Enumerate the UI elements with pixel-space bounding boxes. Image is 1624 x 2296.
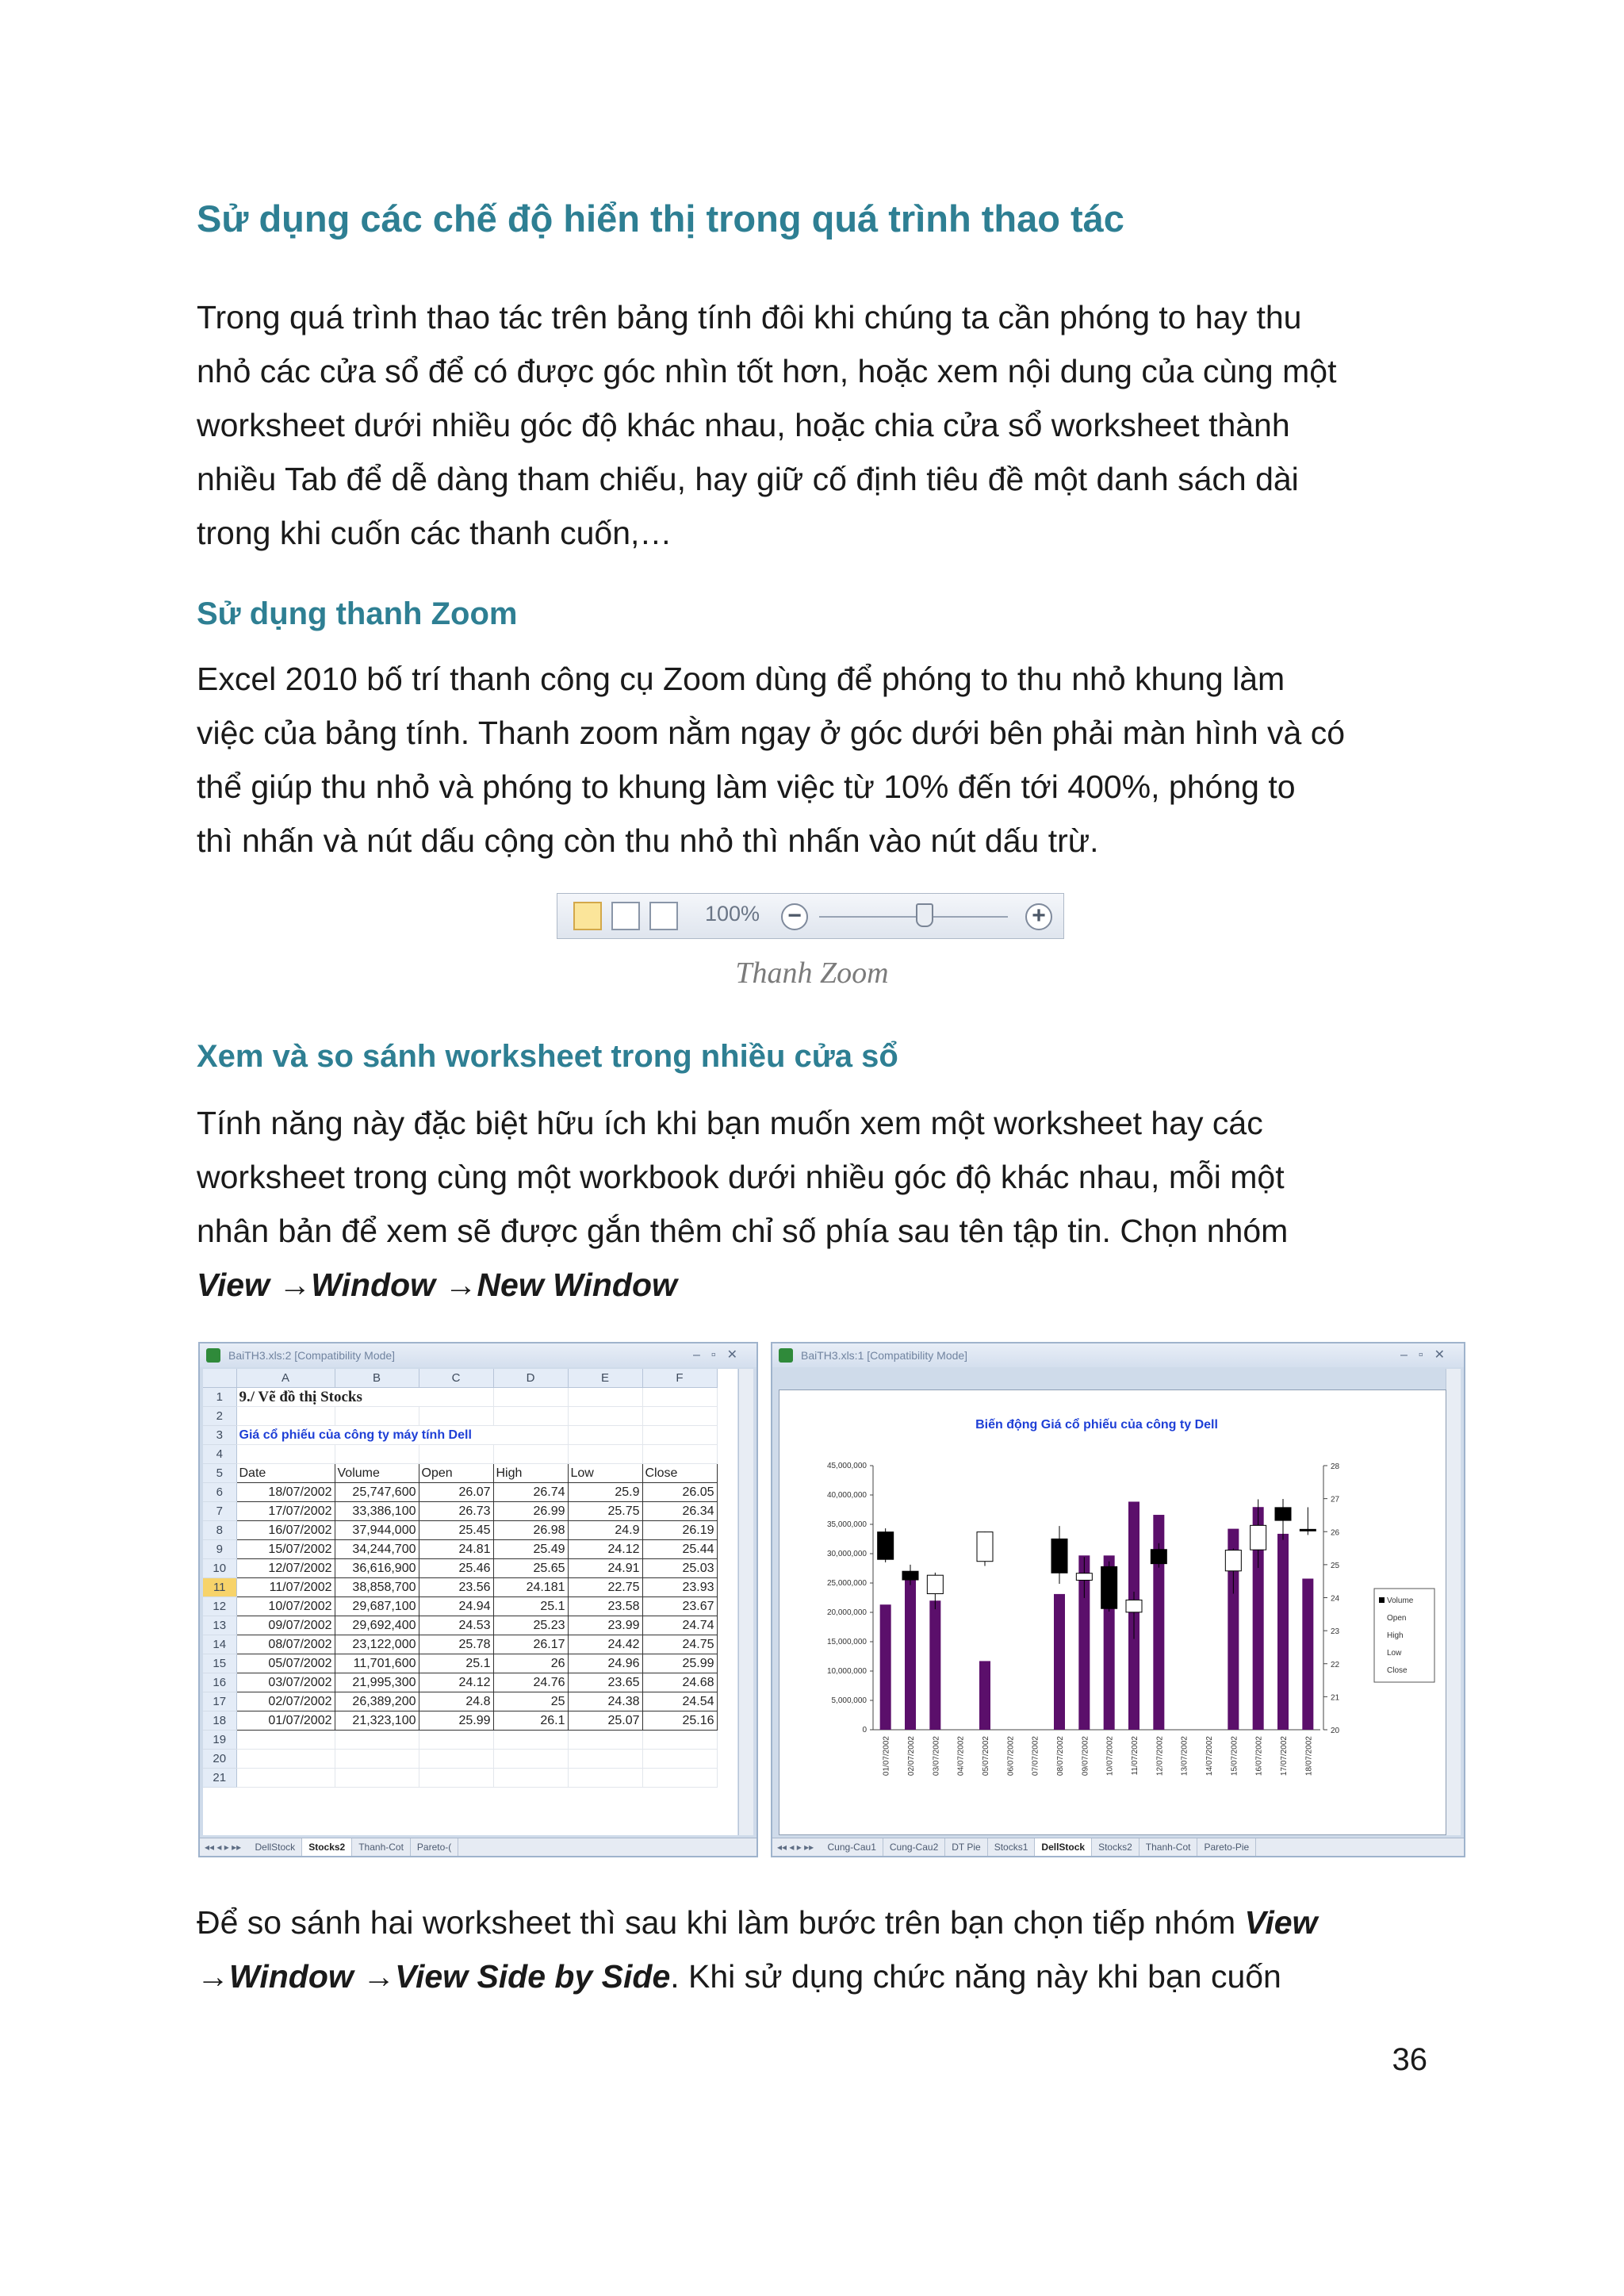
table-cell[interactable]: 02/07/2002: [236, 1692, 335, 1711]
row-header[interactable]: 20: [203, 1750, 236, 1769]
x-tick-label: 10/07/2002: [1105, 1736, 1115, 1777]
table-cell[interactable]: 12/07/2002: [236, 1559, 335, 1578]
row-header[interactable]: 15: [203, 1654, 236, 1673]
legend-swatch: [1379, 1597, 1385, 1603]
zoom-out-icon[interactable]: −: [781, 903, 808, 930]
table-cell[interactable]: 16/07/2002: [236, 1521, 335, 1540]
y-tick-label: 25,000,000: [826, 1579, 867, 1588]
sheet-subtitle-cell[interactable]: Giá cổ phiếu của công ty máy tính Dell: [236, 1426, 568, 1445]
table-cell[interactable]: 03/07/2002: [236, 1673, 335, 1692]
window-controls[interactable]: –▫✕: [1400, 1348, 1456, 1362]
candle-body: [878, 1532, 894, 1560]
section-heading: Sử dụng các chế độ hiển thị trong quá trình thao tác: [197, 197, 1124, 240]
table-cell[interactable]: 26.1: [493, 1711, 568, 1731]
row-header[interactable]: 10: [203, 1559, 236, 1578]
legend-item: Close: [1387, 1666, 1408, 1675]
table-row: [203, 1692, 717, 1711]
menu-path-part: View: [1244, 1904, 1318, 1941]
x-tick-label: 05/07/2002: [982, 1736, 990, 1777]
stock-chart[interactable]: [779, 1389, 1446, 1835]
table-cell[interactable]: 25,747,600: [335, 1483, 419, 1502]
column-header-row: [203, 1369, 717, 1388]
row-header[interactable]: 18: [203, 1711, 236, 1731]
table-cell[interactable]: 11/07/2002: [236, 1578, 335, 1597]
normal-view-icon[interactable]: [573, 902, 602, 930]
text-line: trong khi cuốn các thanh cuốn,…: [197, 515, 672, 551]
table-cell[interactable]: 23,122,000: [335, 1635, 419, 1654]
y-tick-label: 40,000,000: [826, 1491, 867, 1500]
candle-body: [1126, 1600, 1142, 1612]
table-cell[interactable]: 38,858,700: [335, 1578, 419, 1597]
vertical-scrollbar[interactable]: [1446, 1369, 1461, 1835]
table-row: [203, 1711, 717, 1731]
row-header[interactable]: 12: [203, 1597, 236, 1616]
vertical-scrollbar[interactable]: [738, 1369, 753, 1835]
column-header[interactable]: B: [335, 1369, 419, 1388]
row-header[interactable]: 17: [203, 1692, 236, 1711]
zoom-slider-thumb[interactable]: [916, 903, 933, 927]
window-heading: Xem và so sánh worksheet trong nhiều cửa sổ: [197, 1039, 898, 1074]
figure-caption: Thanh Zoom: [735, 956, 889, 990]
table-cell[interactable]: 18/07/2002: [236, 1483, 335, 1502]
table-row: [203, 1483, 717, 1502]
volume-bar: [929, 1600, 940, 1730]
x-tick-label: 06/07/2002: [1006, 1736, 1016, 1777]
row-header[interactable]: 6: [203, 1483, 236, 1502]
table-cell[interactable]: 15/07/2002: [236, 1540, 335, 1559]
table-cell[interactable]: 36,616,900: [335, 1559, 419, 1578]
row-header[interactable]: 19: [203, 1731, 236, 1750]
y2-tick-label: 27: [1331, 1495, 1340, 1504]
table-cell[interactable]: 25.49: [493, 1540, 568, 1559]
text-line: thì nhấn và nút dấu cộng còn thu nhỏ thì nhấn vào nút dấu trừ.: [197, 822, 1099, 859]
sheet-tab[interactable]: Stocks2: [1092, 1838, 1139, 1856]
y-tick-label: 20,000,000: [826, 1608, 867, 1617]
select-all-corner[interactable]: [203, 1369, 236, 1388]
menu-path-part: →Window →View Side by Side: [197, 1958, 671, 1995]
row-header[interactable]: 8: [203, 1521, 236, 1540]
row-header[interactable]: 3: [203, 1426, 236, 1445]
column-header[interactable]: F: [642, 1369, 717, 1388]
table-cell[interactable]: 25.1: [493, 1597, 568, 1616]
zoom-in-icon[interactable]: +: [1025, 903, 1052, 930]
text-line: worksheet dưới nhiều góc độ khác nhau, hoặc chia cửa sổ worksheet thành: [197, 407, 1290, 443]
column-header[interactable]: C: [419, 1369, 493, 1388]
window-title: BaiTH3.xls:1 [Compatibility Mode]: [801, 1349, 968, 1362]
text-line: [197, 1895, 1434, 1949]
volume-bar: [1302, 1578, 1313, 1730]
x-tick-label: 14/07/2002: [1205, 1736, 1214, 1777]
row-header[interactable]: 9: [203, 1540, 236, 1559]
table-cell[interactable]: 26.98: [493, 1521, 568, 1540]
sheet-tab[interactable]: Stocks1: [988, 1838, 1036, 1856]
table-cell[interactable]: 25.03: [642, 1559, 717, 1578]
zoom-toolbar: [557, 893, 1064, 939]
page-layout-icon[interactable]: [611, 902, 640, 930]
y2-tick-label: 26: [1331, 1528, 1340, 1538]
table-cell[interactable]: 26.07: [419, 1483, 493, 1502]
x-tick-label: 01/07/2002: [882, 1736, 891, 1777]
table-row: [203, 1654, 717, 1673]
y-tick-label: 45,000,000: [826, 1462, 867, 1470]
y2-tick-label: 25: [1331, 1561, 1340, 1570]
x-tick-label: 13/07/2002: [1180, 1736, 1189, 1777]
y-tick-label: 5,000,000: [831, 1696, 867, 1705]
table-cell[interactable]: 23.99: [568, 1616, 642, 1635]
candle-body: [1251, 1525, 1266, 1550]
sheet-tab[interactable]: DT Pie: [945, 1838, 987, 1856]
y2-tick-label: 21: [1331, 1693, 1340, 1703]
zoom-paragraph: [197, 652, 1434, 868]
table-cell[interactable]: 26: [493, 1654, 568, 1673]
x-tick-label: 17/07/2002: [1280, 1736, 1289, 1777]
column-header[interactable]: E: [568, 1369, 642, 1388]
table-cell[interactable]: 33,386,100: [335, 1502, 419, 1521]
table-cell[interactable]: 24.68: [642, 1673, 717, 1692]
candle-body: [1101, 1566, 1117, 1608]
table-cell[interactable]: 23.58: [568, 1597, 642, 1616]
table-cell[interactable]: 24.8: [419, 1692, 493, 1711]
y2-tick-label: 23: [1331, 1627, 1340, 1637]
text-line: nhiều Tab để dễ dàng tham chiếu, hay giữ cố định tiêu đề một danh sách dài: [197, 461, 1299, 497]
x-tick-label: 12/07/2002: [1155, 1736, 1165, 1777]
table-cell[interactable]: 24.54: [642, 1692, 717, 1711]
x-tick-label: 09/07/2002: [1081, 1736, 1090, 1777]
table-cell[interactable]: 24.12: [419, 1673, 493, 1692]
sheet-tab[interactable]: Thanh-Cot: [352, 1838, 411, 1856]
table-cell[interactable]: 25.46: [419, 1559, 493, 1578]
text-line: Excel 2010 bố trí thanh công cụ Zoom dùng để phóng to thu nhỏ khung làm: [197, 661, 1285, 697]
sheet-tab[interactable]: Thanh-Cot: [1139, 1838, 1198, 1856]
candle-body: [977, 1532, 993, 1562]
table-cell[interactable]: 34,244,700: [335, 1540, 419, 1559]
y2-tick-label: 22: [1331, 1660, 1340, 1669]
table-cell[interactable]: 24.96: [568, 1654, 642, 1673]
text-span: . Khi sử dụng chức năng này khi bạn cuốn: [670, 1958, 1281, 1995]
candle-body: [1225, 1550, 1241, 1571]
table-cell[interactable]: 26.05: [642, 1483, 717, 1502]
worksheet-grid[interactable]: [203, 1369, 737, 1835]
table-cell[interactable]: 11,701,600: [335, 1654, 419, 1673]
table-cell[interactable]: 08/07/2002: [236, 1635, 335, 1654]
volume-bar: [905, 1575, 916, 1730]
x-tick-label: 18/07/2002: [1304, 1736, 1314, 1777]
row-header[interactable]: 14: [203, 1635, 236, 1654]
table-row: [203, 1502, 717, 1521]
page-number: 36: [1392, 2042, 1427, 2077]
table-header-cell[interactable]: High: [493, 1464, 568, 1483]
table-cell[interactable]: 23.65: [568, 1673, 642, 1692]
table-cell[interactable]: 21,323,100: [335, 1711, 419, 1731]
table-row: [203, 1559, 717, 1578]
zoom-heading: Sử dụng thanh Zoom: [197, 596, 518, 631]
table-cell[interactable]: 26.73: [419, 1502, 493, 1521]
legend-item: Volume: [1387, 1596, 1414, 1605]
text-line: nhân bản để xem sẽ được gắn thêm chỉ số phía sau tên tập tin. Chọn nhóm: [197, 1213, 1289, 1249]
table-cell[interactable]: 29,687,100: [335, 1597, 419, 1616]
row-header[interactable]: 21: [203, 1769, 236, 1788]
row-header[interactable]: 7: [203, 1502, 236, 1521]
table-cell[interactable]: 24.94: [419, 1597, 493, 1616]
y-tick-label: 10,000,000: [826, 1667, 867, 1676]
text-line: nhỏ các cửa sổ để có được góc nhìn tốt hơn, hoặc xem nội dung của cùng một: [197, 353, 1337, 389]
excel-window-left: [198, 1342, 758, 1857]
compare-paragraph: [197, 1895, 1434, 2003]
candle-body: [1151, 1550, 1166, 1564]
x-tick-label: 03/07/2002: [932, 1736, 941, 1777]
row-header[interactable]: 4: [203, 1445, 236, 1464]
table-header-cell[interactable]: Volume: [335, 1464, 419, 1483]
table-cell[interactable]: 26.17: [493, 1635, 568, 1654]
volume-bar: [979, 1661, 990, 1730]
zoom-slider-track[interactable]: [819, 916, 1008, 918]
candle-body: [1300, 1529, 1316, 1531]
y2-tick-label: 20: [1331, 1727, 1340, 1735]
x-tick-label: 08/07/2002: [1056, 1736, 1065, 1777]
column-header[interactable]: D: [493, 1369, 568, 1388]
table-cell[interactable]: 25.78: [419, 1635, 493, 1654]
table-cell[interactable]: 25.65: [493, 1559, 568, 1578]
table-cell[interactable]: 37,944,000: [335, 1521, 419, 1540]
table-cell[interactable]: 26.34: [642, 1502, 717, 1521]
row-header[interactable]: 5: [203, 1464, 236, 1483]
table-cell[interactable]: 25.16: [642, 1711, 717, 1731]
table-cell[interactable]: 21,995,300: [335, 1673, 419, 1692]
table-cell[interactable]: 24.81: [419, 1540, 493, 1559]
table-cell[interactable]: 25.07: [568, 1711, 642, 1731]
table-cell[interactable]: 23.67: [642, 1597, 717, 1616]
sheet-tab[interactable]: Cung-Cau1: [822, 1838, 883, 1856]
table-cell[interactable]: 26.74: [493, 1483, 568, 1502]
table-cell[interactable]: 01/07/2002: [236, 1711, 335, 1731]
row-header[interactable]: 16: [203, 1673, 236, 1692]
window-title: BaiTH3.xls:2 [Compatibility Mode]: [228, 1349, 396, 1362]
table-header-cell[interactable]: Open: [419, 1464, 493, 1483]
y-tick-label: 0: [862, 1726, 867, 1734]
row-header[interactable]: 13: [203, 1616, 236, 1635]
sheet-tab[interactable]: DellStock: [1035, 1838, 1092, 1856]
table-cell[interactable]: 24.42: [568, 1635, 642, 1654]
legend-item: High: [1387, 1631, 1404, 1640]
table-row: [203, 1578, 717, 1597]
text-line: Tính năng này đặc biệt hữu ích khi bạn muốn xem một worksheet hay các: [197, 1105, 1263, 1141]
page-break-preview-icon[interactable]: [649, 902, 678, 930]
x-tick-label: 16/07/2002: [1254, 1736, 1264, 1777]
y-tick-label: 30,000,000: [826, 1550, 867, 1558]
y2-tick-label: 24: [1331, 1594, 1340, 1604]
x-tick-label: 07/07/2002: [1031, 1736, 1040, 1777]
window-titlebar: [772, 1343, 1464, 1367]
table-cell[interactable]: 10/07/2002: [236, 1597, 335, 1616]
excel-icon: [779, 1348, 793, 1363]
table-cell[interactable]: 24.74: [642, 1616, 717, 1635]
window-controls[interactable]: –▫✕: [693, 1348, 749, 1362]
menu-path: View →Window →New Window: [197, 1267, 677, 1303]
column-header[interactable]: A: [236, 1369, 335, 1388]
y-tick-label: 15,000,000: [826, 1638, 867, 1646]
sheet-tab[interactable]: Pareto-Pie: [1197, 1838, 1256, 1856]
intro-paragraph: [197, 290, 1434, 560]
x-tick-label: 04/07/2002: [956, 1736, 966, 1777]
legend-item: Open: [1387, 1614, 1407, 1623]
tab-nav-arrows[interactable]: ◂◂ ◂ ▸ ▸▸: [205, 1842, 242, 1853]
volume-bar: [1277, 1534, 1289, 1730]
table-cell[interactable]: 25.44: [642, 1540, 717, 1559]
y2-tick-label: 28: [1331, 1462, 1340, 1471]
sheet-tab[interactable]: Stocks2: [302, 1838, 352, 1856]
sheet-tab[interactable]: DellStock: [249, 1838, 303, 1856]
tab-nav-arrows[interactable]: ◂◂ ◂ ▸ ▸▸: [777, 1842, 814, 1853]
table-cell[interactable]: 17/07/2002: [236, 1502, 335, 1521]
table-cell[interactable]: 25.9: [568, 1483, 642, 1502]
table-cell[interactable]: 24.9: [568, 1521, 642, 1540]
table-cell[interactable]: 23.56: [419, 1578, 493, 1597]
table-cell[interactable]: 24.181: [493, 1578, 568, 1597]
table-cell[interactable]: 25.45: [419, 1521, 493, 1540]
table-header-cell[interactable]: Low: [568, 1464, 642, 1483]
table-header-cell[interactable]: Date: [236, 1464, 335, 1483]
row-header[interactable]: 1: [203, 1388, 236, 1407]
candle-body: [1275, 1508, 1291, 1520]
table-header-cell[interactable]: Close: [642, 1464, 717, 1483]
table-row: [203, 1616, 717, 1635]
table-row: [203, 1673, 717, 1692]
excel-window-right: [771, 1342, 1465, 1857]
table-cell[interactable]: 22.75: [568, 1578, 642, 1597]
chart-title: Biến động Giá cổ phiếu của công ty Dell: [975, 1418, 1218, 1432]
sheet-tabs-bar: [200, 1838, 756, 1856]
table-cell[interactable]: 24.76: [493, 1673, 568, 1692]
excel-icon: [206, 1348, 220, 1363]
table-cell[interactable]: 25: [493, 1692, 568, 1711]
window-titlebar: [200, 1343, 756, 1367]
table-row: [203, 1540, 717, 1559]
table-cell[interactable]: 29,692,400: [335, 1616, 419, 1635]
zoom-percent[interactable]: 100%: [705, 902, 760, 926]
text-line: việc của bảng tính. Thanh zoom nằm ngay ở góc dưới bên phải màn hình và có: [197, 715, 1346, 751]
volume-bar: [1054, 1594, 1065, 1730]
table-cell[interactable]: 25.99: [642, 1654, 717, 1673]
table-cell[interactable]: 26.99: [493, 1502, 568, 1521]
table-row: [203, 1521, 717, 1540]
window-paragraph: [197, 1096, 1434, 1312]
table-cell[interactable]: 26.19: [642, 1521, 717, 1540]
table-row: [203, 1635, 717, 1654]
table-header-row: [203, 1464, 717, 1483]
table-cell[interactable]: 23.93: [642, 1578, 717, 1597]
text-line: Trong quá trình thao tác trên bảng tính đôi khi chúng ta cần phóng to hay thu: [197, 299, 1302, 335]
chart-svg: [779, 1390, 1446, 1834]
table-cell[interactable]: 25.75: [568, 1502, 642, 1521]
row-header[interactable]: 2: [203, 1407, 236, 1426]
table-cell[interactable]: 24.91: [568, 1559, 642, 1578]
x-tick-label: 15/07/2002: [1230, 1736, 1239, 1777]
text-line: thể giúp thu nhỏ và phóng to khung làm việc từ 10% đến tới 400%, phóng to: [197, 769, 1296, 805]
table-cell[interactable]: 24.75: [642, 1635, 717, 1654]
sheet-tab[interactable]: Cung-Cau2: [883, 1838, 945, 1856]
y-tick-label: 35,000,000: [826, 1520, 867, 1529]
text-line: [197, 1949, 1434, 2003]
table-cell[interactable]: 24.38: [568, 1692, 642, 1711]
volume-bar: [880, 1604, 891, 1730]
x-tick-label: 02/07/2002: [907, 1736, 916, 1777]
table-cell[interactable]: 25.99: [419, 1711, 493, 1731]
sheet-title-cell[interactable]: 9./ Vẽ đồ thị Stocks: [236, 1388, 493, 1407]
table-cell[interactable]: 24.53: [419, 1616, 493, 1635]
table-cell[interactable]: 09/07/2002: [236, 1616, 335, 1635]
row-header[interactable]: 11: [203, 1578, 236, 1597]
legend-item: Low: [1387, 1649, 1402, 1658]
candle-body: [902, 1571, 918, 1580]
table-row: [203, 1597, 717, 1616]
table-cell[interactable]: 26,389,200: [335, 1692, 419, 1711]
table-cell[interactable]: 25.23: [493, 1616, 568, 1635]
table-cell[interactable]: 05/07/2002: [236, 1654, 335, 1673]
text-span: Để so sánh hai worksheet thì sau khi làm bước trên bạn chọn tiếp nhóm: [197, 1904, 1245, 1941]
table-cell[interactable]: 25.1: [419, 1654, 493, 1673]
sheet-tab[interactable]: Pareto-(: [411, 1838, 458, 1856]
text-line: worksheet trong cùng một workbook dưới nhiều góc độ khác nhau, mỗi một: [197, 1159, 1285, 1195]
candle-body: [1076, 1573, 1092, 1581]
candle-body: [1051, 1539, 1067, 1573]
x-tick-label: 11/07/2002: [1131, 1736, 1139, 1776]
candle-body: [927, 1575, 943, 1593]
sheet-tabs-bar: [772, 1838, 1464, 1856]
table-cell[interactable]: 24.12: [568, 1540, 642, 1559]
